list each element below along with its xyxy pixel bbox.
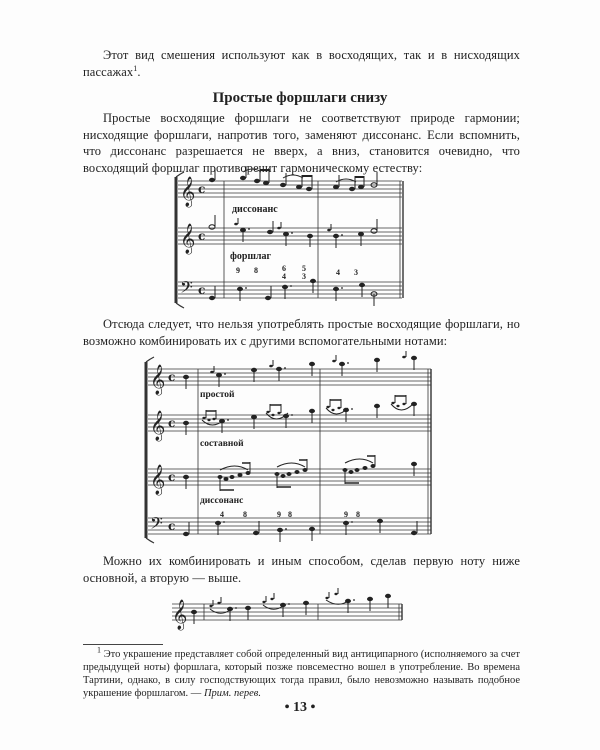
svg-text:9: 9	[344, 510, 348, 519]
svg-text:c: c	[198, 182, 206, 196]
svg-text:9: 9	[236, 266, 240, 275]
svg-text:c: c	[198, 283, 206, 297]
svg-text:c: c	[198, 229, 206, 243]
svg-text:c: c	[168, 416, 176, 430]
footnote-divider	[83, 644, 163, 645]
paragraph-1: Простые восходящие форшлаги не соответствуют природе гармонии; нисходящие форшлаги, напротив того, заменяют диссонанс. Если вспомнить, что диссонанс разрешается не вверх, а вниз, становится очевидно, что восходящий форшлаг противоречит гармоническому естеству:	[83, 111, 520, 175]
treble-clef-icon: 𝄞	[180, 224, 196, 254]
footnote-marker: 1	[97, 645, 101, 655]
svg-text:8: 8	[288, 510, 292, 519]
footnote-text: Это украшение представляет собой определенный вид антиципарного (исполняемого за счет предыдущей ноты) форшлага, который позже повсеместно вошел в употребление. Во времена Тартини, однако, в силу господствующих тогда правил, было невозможно называть подобное украшение форшлагом. —	[83, 649, 521, 699]
translator-note: Прим. перев.	[203, 688, 261, 699]
footnote-ref[interactable]: 1	[133, 63, 138, 73]
svg-text:9: 9	[277, 510, 281, 519]
treble-clef-icon: 𝄞	[150, 465, 166, 495]
treble-clef-icon: 𝄞	[150, 365, 166, 395]
svg-text:6: 6	[282, 264, 286, 273]
intro-text: Этот вид смешения используют как в восходящих, так и в нисходящих пассажах	[83, 48, 520, 79]
footnote	[83, 645, 521, 700]
svg-text:8: 8	[254, 266, 258, 275]
label-dissonance-2: диссонанс	[200, 496, 244, 506]
treble-clef-icon: 𝄞	[150, 411, 166, 441]
svg-text:8: 8	[356, 510, 360, 519]
label-simple: простой	[200, 390, 235, 400]
bass-clef-icon: 𝄢	[150, 513, 163, 537]
svg-text:3: 3	[302, 272, 306, 281]
paragraph-2: Отсюда следует, что нельзя употреблять простые восходящие форшлаги, но возможно комбинировать их с другими вспомогательными нотами:	[83, 317, 520, 348]
example-1-score	[176, 172, 403, 308]
svg-text:8: 8	[243, 510, 247, 519]
svg-text:3: 3	[354, 268, 358, 277]
treble-clef-icon: 𝄞	[180, 177, 196, 207]
page-number: • 13 •	[284, 700, 316, 715]
svg-text:c: c	[168, 519, 176, 533]
svg-text:4: 4	[282, 272, 286, 281]
svg-text:c: c	[168, 470, 176, 484]
svg-text:c: c	[168, 370, 176, 384]
label-forshlag: форшлаг	[230, 251, 272, 262]
intro-end: .	[137, 64, 141, 79]
bass-clef-icon: 𝄢	[180, 277, 193, 301]
svg-text:4: 4	[336, 268, 340, 277]
svg-text:5: 5	[302, 264, 306, 273]
svg-text:4: 4	[220, 510, 224, 519]
paragraph-3: Можно их комбинировать и иным способом, сделав первую ноту ниже основной, а вторую — выше.	[83, 554, 520, 585]
section-heading: Простые форшлаги снизу	[212, 90, 388, 106]
label-dissonance-1: диссонанс	[232, 204, 278, 215]
treble-clef-icon: 𝄞	[172, 600, 188, 630]
label-compound: составной	[200, 439, 244, 449]
